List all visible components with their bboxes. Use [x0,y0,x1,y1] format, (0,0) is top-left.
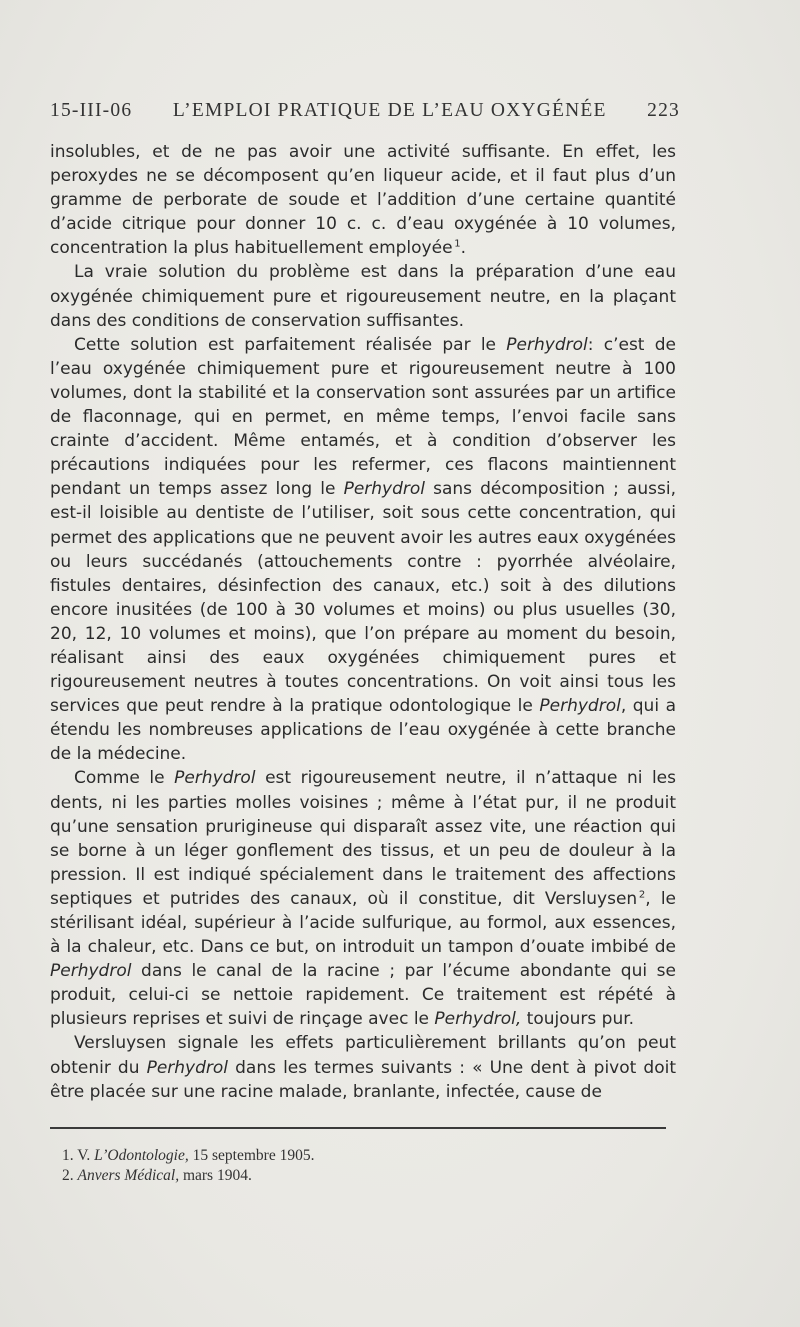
paragraph-1 [50,140,676,260]
perhydrol-term: Perhydrol [539,696,621,717]
paragraph-1-end: . [460,238,467,259]
perhydrol-term: Perhydrol [506,334,588,355]
perhydrol-term: Perhydrol, [434,1009,522,1030]
text-run: est rigoureusement neutre, il n’attaque ni les dents, ni les parties molles voisines ; même à l’état pur, il ne produit qu’une sensation prurigineuse qui disparaît assez vite, une réaction qui se borne à un léger gonflement des tissus, et un peu de douleur à la pression. Il est indiqué spécialement dans le traitement des affections septiques et putrides des canaux, où il constitue, dit Versluysen [50,768,676,909]
footnote-ref-2: 2 [638,889,646,901]
text-run: Versluysen signale les effets particulièrement brillants qu’on peut obtenir du [50,1033,676,1078]
footnote-1 [62,1146,672,1166]
text-run: , le stérilisant idéal, supérieur à l’acide sulfurique, au formol, aux essences, à la chaleur, etc. Dans ce but, on introduit un tampon d’ouate imbibé de [50,888,677,958]
page-number: 223 [647,100,680,121]
text-run: toujours pur. [521,1009,635,1030]
footnote-ref-1: 1 [454,238,461,250]
text-run: , qui a étendu les nombreuses applications de l’eau oxygénée à cette branche de la médecine. [50,696,676,765]
paragraph-1-text: insolubles, et de ne pas avoir une activité suffisante. En effet, les peroxydes ne se décomposent qu’en liqueur acide, et il faut plus d’un gramme de perborate de soude et l’addition d’une certaine quantité d’acide citrique pour donner 10 c. c. d’eau oxygénée à 10 volumes, concentration la plus habituellement employée [50,142,676,259]
footnote-1-date: 15 septembre 1905. [188,1147,315,1164]
perhydrol-term: Perhydrol [50,961,132,982]
text-run: : c’est de l’eau oxygénée chimiquement pure et rigoureusement neutre à 100 volumes, dont la stabilité et la conservation sont assurées par un artifice de flaconnage, qui en permet, en même temps, l’envoi facile sans crainte d’accident. Même entamés, et à condition d’observer les précautions indiquées pour les refermer, ces flacons maintiennent pendant un temps assez long le [50,334,676,500]
paragraph-2: La vraie solution du problème est dans la préparation d’une eau oxygénée chimiquement pure et rigoureusement neutre, en la plaçant dans des conditions de conservation suffisantes. [50,262,676,331]
paragraph-3 [50,333,676,767]
header-date: 15-III-06 [50,100,133,121]
paragraph-5 [50,1031,676,1103]
footnote-2 [62,1166,672,1186]
paragraph-4 [50,766,676,1031]
footnote-1-source: L’Odontologie, [94,1147,189,1164]
text-run: sans décomposition ; aussi, est-il loisible au dentiste de l’utiliser, soit sous cette concentration, qui permet des applications que ne peuvent avoir les autres eaux oxygénées ou leurs succédanés (attouchements contre : pyorrhée alvéolaire, fistules dentaires, désinfection des canaux, etc.) soit à des dilutions encore inusitées (de 100 à 30 volumes et moins) ou plus usuelles (30, 20, 12, 10 volumes et moins), que l’on prépare au moment du besoin, réalisant ainsi des eaux oxygénées chimiquement pures et rigoureusement neutres à toutes concentrations. On voit ainsi tous les services que peut rendre à la pratique odontologique le [50,479,676,717]
text-run: Cette solution est parfaitement réalisée par le [74,334,507,355]
body-text [50,140,676,1104]
perhydrol-term: Perhydrol [174,768,256,789]
header-title: L’EMPLOI PRATIQUE DE L’EAU OXYGÉNÉE [172,100,607,121]
footnote-1-number: 1. V. [62,1147,95,1164]
footnote-2-number: 2. [62,1167,78,1184]
perhydrol-term: Perhydrol [146,1057,229,1078]
running-header [50,100,680,122]
text-run: dans le canal de la racine ; par l’écume abondante qui se produit, celui-ci se nettoie rapidement. Ce traitement est répété à plusieurs reprises et suivi de rinçage avec le [50,961,676,1030]
footnotes [62,1146,672,1186]
footnote-rule [50,1127,666,1129]
footnote-2-date: mars 1904. [179,1167,252,1184]
text-run: dans les termes suivants : « Une dent à pivot doit être placée sur une racine malade, branlante, infectée, cause de [50,1057,676,1102]
footnote-2-source: Anvers Médical, [77,1167,180,1184]
text-run: Comme le [74,768,175,789]
perhydrol-term: Perhydrol [343,479,426,500]
